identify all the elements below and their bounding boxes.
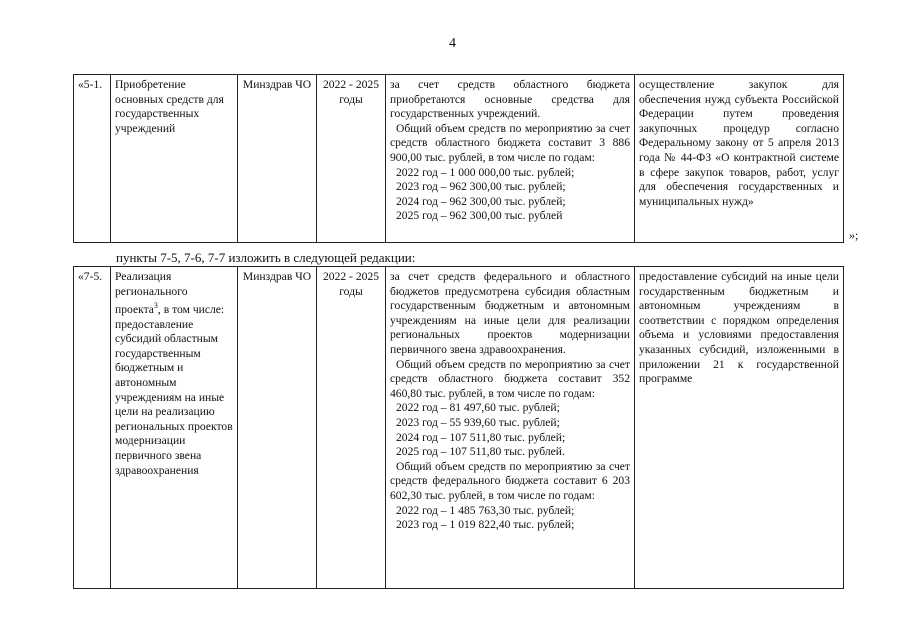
table-row (74, 75, 844, 243)
period-cell: 2022 - 2025 годы (317, 267, 386, 589)
executor-cell: Минздрав ЧО (238, 75, 317, 243)
description-line: за счет средств областного бюджета приобретаются основные средства для государственных учреждений. (390, 78, 630, 121)
measure-name-text: , в том числе: предоставление субсидий областным государственным бюджетным и автономным учреждениям на иные цели на реализацию региональных проектов модернизации первичного звена здравоохранения (115, 303, 233, 477)
description-line: 2025 год – 962 300,00 тыс. рублей (396, 209, 563, 223)
expected-result-cell: предоставление субсидий на иные цели государственным бюджетным и автономным учреждениям в соответствии с порядком определения объема и условиями предоставления указанных субсидий, изложенными в приложении 21 к государственной программе (635, 267, 844, 589)
description-line: 2025 год – 107 511,80 тыс. рублей. (396, 445, 565, 459)
description-cell (386, 267, 635, 589)
measure-table-5-1 (73, 74, 844, 243)
table-row (74, 267, 844, 589)
measure-table-7-5 (73, 266, 844, 589)
footnote-mark: 3 (153, 301, 158, 311)
description-line: 2024 год – 962 300,00 тыс. рублей; (396, 194, 566, 208)
description-line: 2023 год – 1 019 822,40 тыс. рублей; (396, 518, 575, 532)
expected-result-cell: осуществление закупок для обеспечения нужд субъекта Российской Федерации путем проведения закупочных процедур согласно Федеральному закону от 5 апреля 2013 года № 44-ФЗ «О контрактной системе в сфере закупок товаров, работ, услуг для обеспечения государственных и муниципальных нужд» (635, 75, 844, 243)
description-line: 2023 год – 55 939,60 тыс. рублей; (396, 415, 560, 429)
row-number-cell: «7-5. (74, 267, 111, 589)
description-line: за счет средств федерального и областного бюджетов предусмотрена субсидия областным государственным бюджетным и автономным учреждениям на иные цели для реализации региональных проектов модернизации первичного звена здравоохранения. (390, 270, 630, 356)
instruction-text: пункты 7-5, 7-6, 7-7 изложить в следующей редакции: (116, 250, 416, 265)
measure-name-cell: Приобретение основных средств для государственных учреждений (111, 75, 238, 243)
page-number: 4 (449, 36, 456, 51)
description-line: 2022 год – 1 000 000,00 тыс. рублей; (396, 165, 575, 179)
description-line: 2024 год – 107 511,80 тыс. рублей; (396, 430, 566, 444)
description-cell (386, 75, 635, 243)
closing-quote: »; (849, 228, 859, 242)
description-line: Общий объем средств по мероприятию за счет средств областного бюджета составит 352 460,80 тыс. рублей, в том числе по годам: (390, 357, 630, 400)
description-line: 2023 год – 962 300,00 тыс. рублей; (396, 180, 566, 194)
description-line: Общий объем средств по мероприятию за счет средств федерального бюджета составит 6 203 602,30 тыс. рублей, в том числе по годам: (390, 459, 630, 502)
description-line: 2022 год – 1 485 763,30 тыс. рублей; (396, 503, 575, 517)
period-cell: 2022 - 2025 годы (317, 75, 386, 243)
executor-cell: Минздрав ЧО (238, 267, 317, 589)
row-number-cell: «5-1. (74, 75, 111, 243)
description-line: 2022 год – 81 497,60 тыс. рублей; (396, 401, 560, 415)
description-line: Общий объем средств по мероприятию за счет средств областного бюджета составит 3 886 900,00 тыс. рублей, в том числе по годам: (390, 121, 630, 164)
measure-name-cell (111, 267, 238, 589)
measure-name-text: Реализация регионального проекта (115, 270, 188, 317)
